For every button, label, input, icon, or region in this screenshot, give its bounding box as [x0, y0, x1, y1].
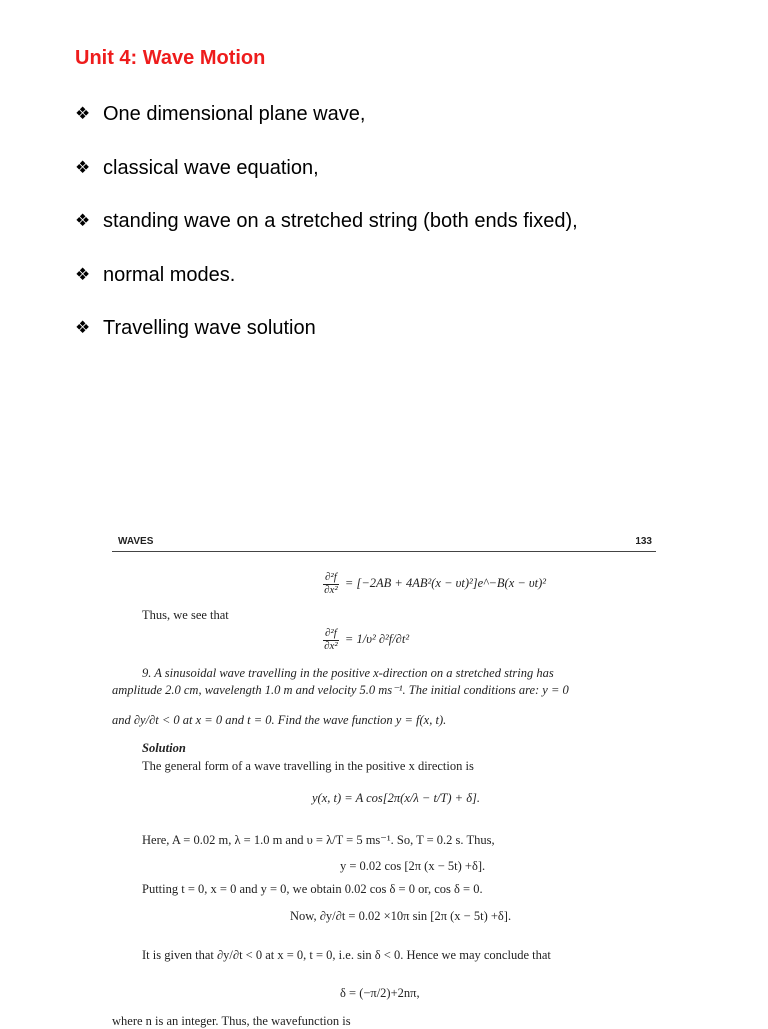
body-line: Here, A = 0.02 m, λ = 1.0 m and υ = λ/T = 5 ms⁻¹. So, T = 0.2 s. Thus,	[142, 833, 495, 847]
equation-general-form: y(x, t) = A cos[2π(x/λ − t/T) + δ].	[312, 791, 481, 805]
topic-text: normal modes.	[103, 263, 236, 286]
problem-text: amplitude 2.0 cm, wavelength 1.0 m and velocity 5.0 ms⁻¹. The initial conditions are: y = 0	[112, 683, 569, 697]
body-line: Putting t = 0, x = 0 and y = 0, we obtain 0.02 cos δ = 0 or, cos δ = 0.	[142, 882, 483, 896]
problem-text: and ∂y/∂t < 0 at x = 0 and t = 0. Find the wave function y = f(x, t).	[112, 713, 447, 727]
body-line: The general form of a wave travelling in the positive x direction is	[142, 759, 474, 773]
topic-text: Travelling wave solution	[103, 317, 316, 340]
topic-item	[75, 100, 578, 154]
page-number: 133	[635, 536, 652, 547]
equation-delta: δ = (−π/2)+2nπ,	[340, 986, 420, 1000]
running-header	[112, 536, 656, 552]
wave-equation: $\frac{\text{∂²f}}{\text{∂x²}}$ = 1/υ² ∂²f/∂t²	[324, 627, 410, 652]
body-line: It is given that ∂y/∂t < 0 at x = 0, t = 0, i.e. sin δ < 0. Hence we may conclude that	[142, 948, 551, 962]
topic-text: One dimensional plane wave,	[103, 103, 366, 125]
equation-second-derivative: $\frac{\text{∂²f}}{\text{∂x²}}$ = [−2AB + 4AB²(x − υt)²]e^−B(x − υt)²	[324, 571, 547, 596]
equation-wave-function: y = 0.02 cos [2π (x − 5t) +δ].	[340, 859, 486, 873]
equation-derivative: Now, ∂y/∂t = 0.02 ×10π sin [2π (x − 5t) +δ].	[290, 909, 512, 923]
problem-text: 9. A sinusoidal wave travelling in the positive x-direction on a stretched string has	[142, 666, 554, 680]
equation-rhs: = [−2AB + 4AB²(x − υt)²]e^−B(x − υt)²	[344, 575, 547, 590]
diamond-bullet-icon: ❖	[75, 318, 91, 338]
topic-item	[75, 261, 578, 315]
topic-list	[75, 100, 578, 368]
solution-heading: Solution	[142, 741, 186, 755]
equation-rhs: = 1/υ² ∂²f/∂t²	[344, 631, 410, 646]
body-line: where n is an integer. Thus, the wavefunction is	[112, 1014, 351, 1028]
topic-item	[75, 154, 578, 208]
unit-title: Unit 4: Wave Motion	[75, 47, 266, 69]
topic-item	[75, 207, 578, 261]
running-header-title: WAVES	[118, 536, 154, 547]
topic-item	[75, 314, 578, 368]
diamond-bullet-icon: ❖	[75, 104, 91, 123]
diamond-bullet-icon: ❖	[75, 157, 91, 177]
diamond-bullet-icon: ❖	[75, 264, 91, 284]
diamond-bullet-icon: ❖	[75, 211, 91, 231]
textbook-excerpt	[112, 536, 656, 1028]
body-line: Thus, we see that	[142, 608, 229, 622]
topic-text: classical wave equation,	[103, 156, 319, 179]
topic-text: standing wave on a stretched string (both ends fixed),	[103, 210, 578, 233]
